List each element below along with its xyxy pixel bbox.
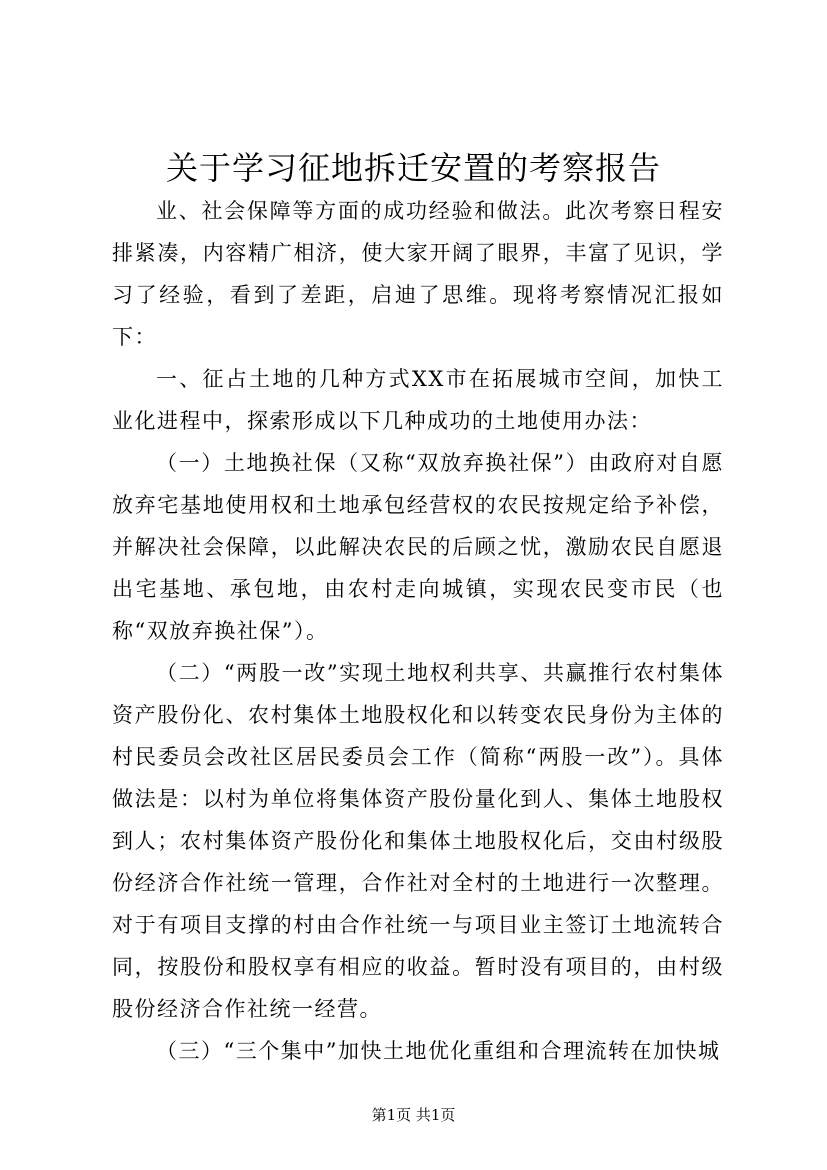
paragraph-intro: 业、社会保障等方面的成功经验和做法。此次考察日程安排紧凑，内容精广相济，使大家开阔了眼界，丰富了见识，学习了经验，看到了差距，启迪了思维。现将考察情况汇报如下： (112, 199, 724, 349)
paragraph-item-3: （三）“三个集中”加快土地优化重组和合理流转在加快城 (156, 1039, 721, 1063)
document-title: 关于学习征地拆迁安置的考察报告 (165, 149, 661, 187)
paragraph-item-1: （一）土地换社保（又称“双放弃换社保”）由政府对自愿放弃宅基地使用权和土地承包经营权的农民按规定给予补偿，并解决社会保障，以此解决农民的后顾之忧，激励农民自愿退出宅基地、承包地，由农村走向城镇，实现农民变市民（也称“双放弃换社保”）。 (112, 451, 724, 643)
paragraph-item-2: （二）“两股一改”实现土地权利共享、共赢推行农村集体资产股份化、农村集体土地股权化和以转变农民身份为主体的村民委员会改社区居民委员会工作（简称“两股一改”）。具体做法是：以村为单位将集体资产股份量化到人、集体土地股权到人；农村集体资产股份化和集体土地股权化后，交由村级股份经济合作社统一管理，合作社对全村的土地进行一次整理。对于有项目支撑的村由合作社统一与项目业主签订土地流转合同，按股份和股权享有相应的收益。暂时没有项目的，由村级股份经济合作社统一经营。 (112, 661, 724, 1021)
document-body (112, 190, 724, 1072)
page-footer: 第1页 共1页 (371, 1106, 456, 1124)
paragraph-section-1: 一、征占土地的几种方式XX市在拓展城市空间，加快工业化进程中，探索形成以下几种成功的土地使用办法： (112, 367, 724, 433)
